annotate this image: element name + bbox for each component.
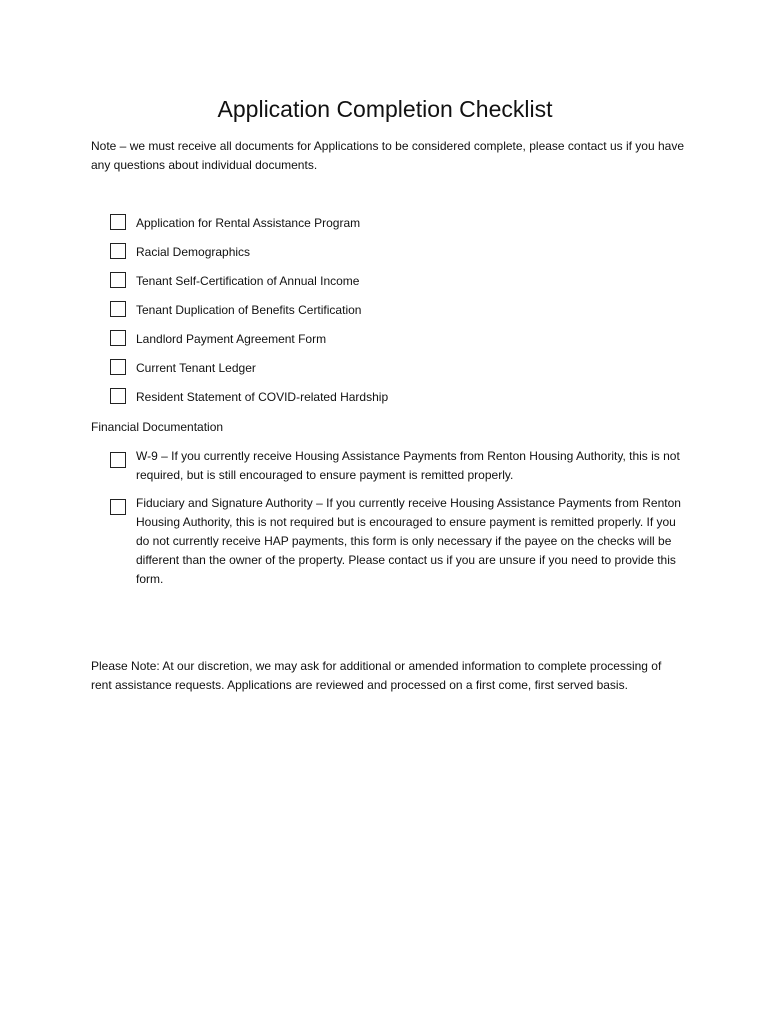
checkbox[interactable] bbox=[110, 388, 126, 404]
checklist-item-label: Resident Statement of COVID-related Hardship bbox=[136, 390, 389, 404]
financial-item bbox=[110, 447, 684, 485]
checklist-item bbox=[110, 272, 359, 291]
checklist-item-label: Landlord Payment Agreement Form bbox=[136, 332, 327, 346]
checklist-item bbox=[110, 214, 360, 233]
financial-item bbox=[110, 494, 684, 589]
checklist-item bbox=[110, 388, 388, 407]
checkbox[interactable] bbox=[110, 330, 126, 346]
page-title: Application Completion Checklist bbox=[217, 96, 553, 122]
checkbox[interactable] bbox=[110, 301, 126, 317]
checklist-item-label: Racial Demographics bbox=[136, 245, 251, 259]
checklist-item-label: Tenant Duplication of Benefits Certification bbox=[136, 303, 362, 317]
financial-item-label: W-9 – If you currently receive Housing Assistance Payments from Renton Housing Authority, this is not required, but is still encouraged to ensure payment is remitted properly. bbox=[136, 449, 680, 482]
checklist-item bbox=[110, 359, 256, 378]
checkbox[interactable] bbox=[110, 272, 126, 288]
footer-note: Please Note: At our discretion, we may ask for additional or amended information to complete processing of rent assistance requests. Applications are reviewed and processed on a first come, first served basis. bbox=[91, 659, 662, 692]
checklist-item bbox=[110, 301, 361, 320]
checklist-item-label: Tenant Self-Certification of Annual Income bbox=[136, 274, 360, 288]
checklist-item-label: Current Tenant Ledger bbox=[136, 361, 256, 375]
checklist-item-label: Application for Rental Assistance Program bbox=[136, 216, 361, 230]
checkbox[interactable] bbox=[110, 499, 126, 515]
checklist-item bbox=[110, 243, 250, 262]
intro-note: Note – we must receive all documents for Applications to be considered complete, please contact us if you have any questions about individual documents. bbox=[91, 139, 684, 172]
checklist-item bbox=[110, 330, 326, 349]
financial-documentation-heading: Financial Documentation bbox=[91, 420, 224, 434]
checkbox[interactable] bbox=[110, 452, 126, 468]
checkbox[interactable] bbox=[110, 214, 126, 230]
checkbox[interactable] bbox=[110, 359, 126, 375]
financial-item-label: Fiduciary and Signature Authority – If you currently receive Housing Assistance Payments from Renton Housing Authority, this is not required but is encouraged to ensure payment is remitted properly. If you do not currently receive HAP payments, this form is only necessary if the payee on the checks will be different than the owner of the property. Please contact us if you are unsure if you need to provide this form. bbox=[136, 496, 681, 586]
checkbox[interactable] bbox=[110, 243, 126, 259]
